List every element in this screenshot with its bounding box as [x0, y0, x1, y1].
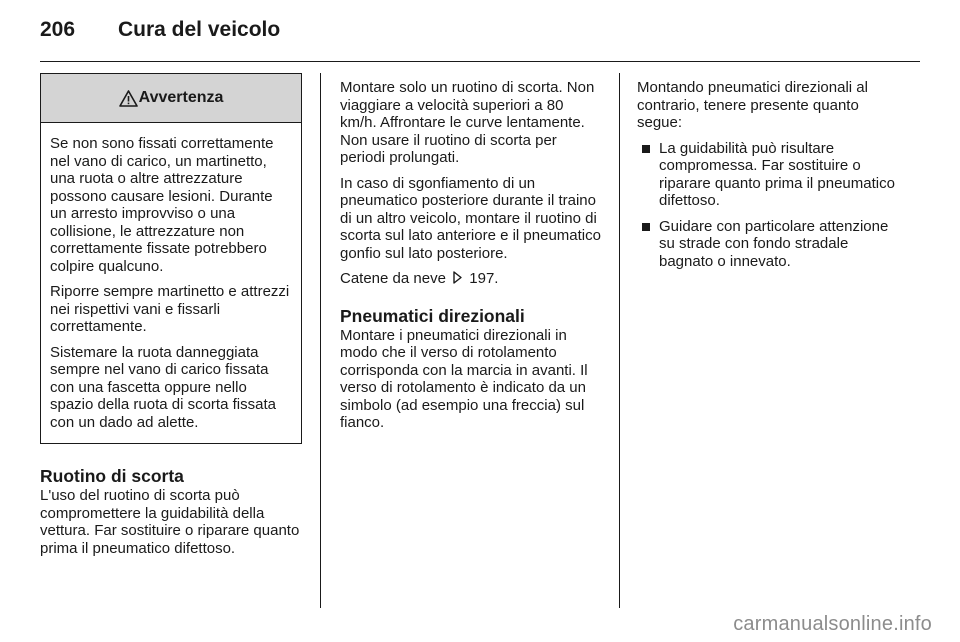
- chains-text: Catene da neve: [340, 270, 446, 287]
- warning-box: [40, 73, 302, 444]
- list-item-text: La guidabilità può risultare compromessa. Far sostituire o riparare quanto prima il pneumatico difettoso.: [659, 139, 895, 209]
- warning-title: Avvertenza: [138, 89, 224, 107]
- list-item: [637, 218, 903, 271]
- chains-page-ref[interactable]: 197.: [469, 270, 499, 287]
- section-heading-pneumatici: Pneumatici direzionali: [340, 305, 525, 326]
- section-heading-ruotino: Ruotino di scorta: [40, 466, 184, 486]
- middle-column: [340, 79, 604, 440]
- column-divider: [320, 73, 321, 608]
- page-reference-icon[interactable]: [452, 271, 463, 284]
- right-column: [637, 79, 903, 278]
- watermark: carmanualsonline.info: [733, 613, 932, 635]
- list-item-text: Guidare con particolare attenzione su strade con fondo stradale bagnato o innevato.: [659, 217, 889, 270]
- pneumatici-paragraph: Montare i pneumatici direzionali in modo che il verso di rotolamento corrisponda con la marcia in avanti. Il verso di rotolamento è indicato da un simbolo (ad esempio una freccia) sul fianco.: [340, 326, 588, 431]
- header-rule: [40, 61, 920, 62]
- list-item: [637, 140, 903, 210]
- warning-triangle-icon: [119, 90, 138, 107]
- cross-reference: [340, 270, 604, 288]
- page-header: [40, 18, 280, 46]
- page-number: 206: [40, 18, 76, 41]
- body-paragraph: Montare solo un ruotino di scorta. Non viaggiare a velocità superiori a 80 km/h. Affrontare le curve lentamente. Non usare il ruotino di scorta per periodi prolungati.: [340, 79, 595, 166]
- warning-paragraph: Se non sono fissati correttamente nel vano di carico, un martinetto, una ruota o altre attrezzature possono causare lesioni. Durante un arresto improvviso o una collisione, le attrezzature non correttamente fissate potrebbero colpire qualcuno.: [50, 135, 274, 275]
- body-paragraph: In caso di sgonfiamento di un pneumatico posteriore durante il traino di un altro veicolo, montare il ruotino di scorta sul lato anteriore e il pneumatico gonfio sul lato posteriore.: [340, 174, 601, 262]
- left-column: [40, 73, 302, 565]
- ruotino-paragraph: L'uso del ruotino di scorta può compromettere la guidabilità della vettura. Far sostituire o riparare quanto prima il pneumatico difettoso.: [40, 487, 300, 557]
- bullet-list: [637, 140, 903, 271]
- page-title: Cura del veicolo: [118, 18, 281, 41]
- warning-paragraph: Sistemare la ruota danneggiata sempre nel vano di carico fissata con una fascetta oppure nello spazio della ruota di scorta fissata con un dado ad alette.: [50, 343, 276, 431]
- warning-paragraph: Riporre sempre martinetto e attrezzi nei rispettivi vani e fissarli correttamente.: [50, 283, 290, 335]
- square-bullet-icon: [642, 223, 650, 231]
- square-bullet-icon: [642, 145, 650, 153]
- column-divider: [619, 73, 620, 608]
- warning-body: [41, 123, 301, 443]
- warning-header: [41, 74, 301, 123]
- body-paragraph: Montando pneumatici direzionali al contrario, tenere presente quanto segue:: [637, 79, 868, 131]
